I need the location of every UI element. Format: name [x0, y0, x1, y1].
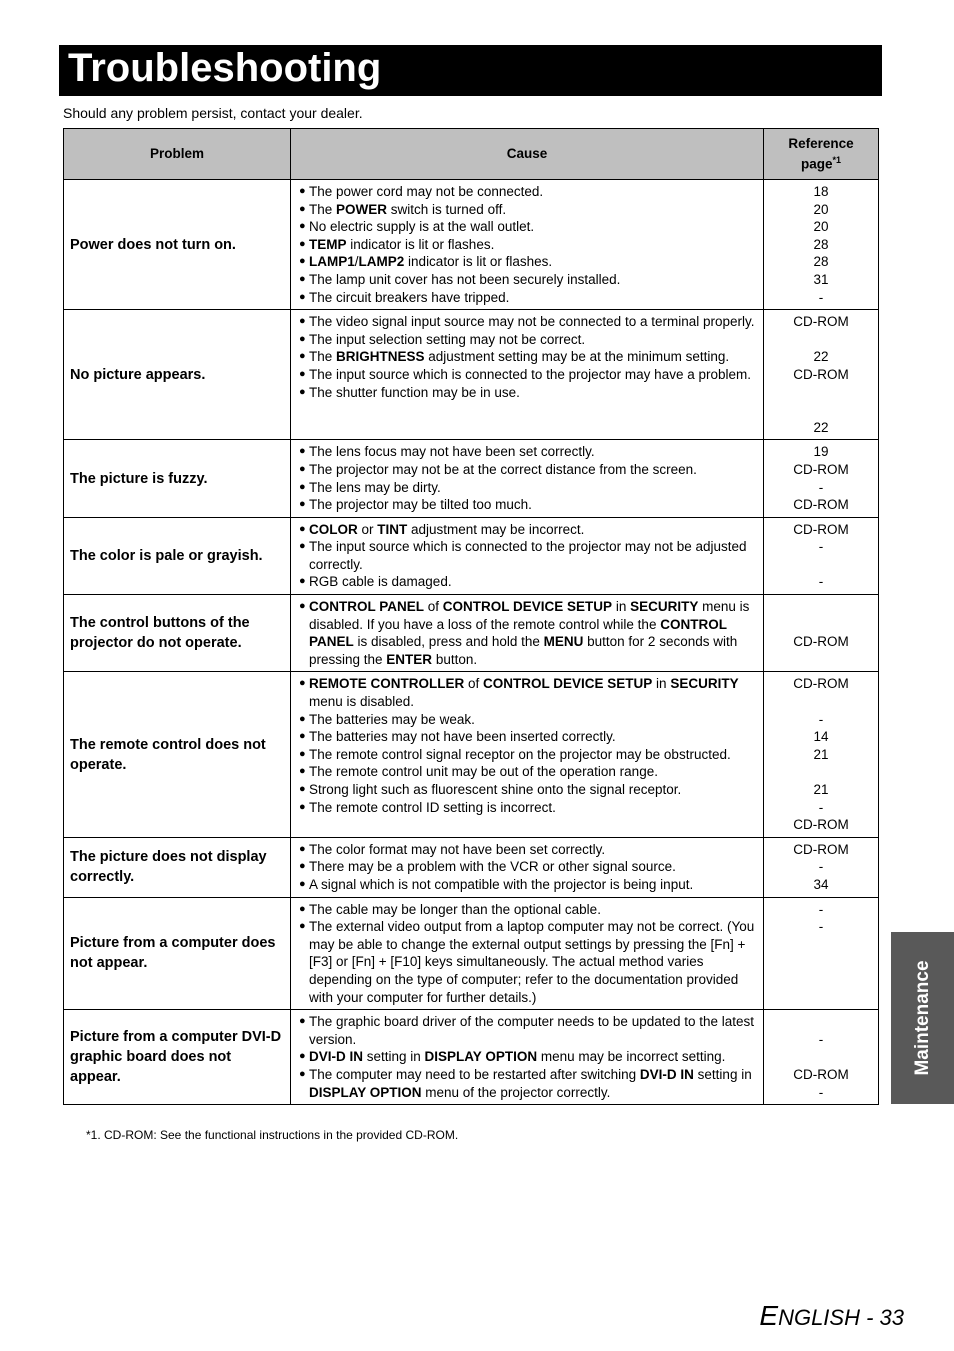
cause-text: /: [354, 254, 359, 270]
reference-page: 22: [813, 349, 829, 365]
cause-text: The: [309, 201, 337, 217]
bullet-icon: ●: [299, 255, 306, 268]
cause-text: adjustment setting may be at the minimum setting.: [424, 349, 730, 365]
reference-cell: [764, 897, 879, 1010]
problem-cell: Picture from a computer DVI-D graphic board does not appear.: [64, 1010, 291, 1105]
reference-page: 28: [813, 254, 829, 270]
reference-page: CD-ROM: [793, 521, 849, 537]
cause-text: setting in: [693, 1066, 752, 1082]
page-title: Troubleshooting: [68, 46, 382, 90]
reference-page: 34: [813, 876, 829, 892]
cause-item: [299, 313, 759, 331]
cause-text: Strong light such as fluorescent shine onto the signal receptor.: [309, 782, 682, 797]
bullet-icon: ●: [299, 367, 306, 380]
bullet-icon: ●: [299, 462, 306, 475]
cause-item: [299, 728, 759, 746]
reference-page: -: [818, 574, 824, 590]
reference-page: [766, 693, 876, 711]
cause-keyword: CONTROL DEVICE SETUP: [483, 676, 653, 692]
cause-item: [299, 799, 759, 817]
reference-page: [766, 1048, 876, 1066]
reference-page: -: [818, 289, 824, 305]
problem-cell: Power does not turn on.: [64, 180, 291, 310]
cause-keyword: DVI-D IN: [639, 1066, 694, 1082]
cause-text: The projector may not be at the correct distance from the screen.: [309, 461, 697, 477]
cause-cell: [291, 672, 764, 837]
cause-cell: [291, 897, 764, 1010]
cause-text: The lens focus may not have been set correctly.: [309, 444, 595, 460]
reference-page: CD-ROM: [793, 497, 849, 513]
cause-keyword: DISPLAY OPTION: [309, 1084, 422, 1100]
reference-page: -: [818, 539, 824, 555]
cause-text: The external video output from a laptop computer may not be correct. (You may be able to change the external output settings by pressing the [Fn] + [F3] or [Fn] + [F10] keys simultaneously. The actual method varies depending on the type of computer; refer to the documentation provided with your computer for further details.): [309, 919, 755, 1005]
problem-cell: The remote control does not operate.: [64, 672, 291, 837]
bullet-icon: ●: [299, 575, 306, 588]
cause-keyword: SECURITY: [630, 599, 699, 615]
cause-item: [299, 384, 759, 402]
cause-keyword: CONTROL PANEL: [309, 599, 425, 615]
footnote: *1. CD-ROM: See the functional instructions in the provided CD-ROM.: [86, 1128, 459, 1142]
cause-cell: [291, 440, 764, 517]
cause-text: The input source which is connected to the projector may not be adjusted correctly.: [309, 539, 747, 572]
cause-item: [299, 763, 759, 781]
cause-cell: [291, 310, 764, 440]
reference-page: 28: [813, 236, 829, 252]
cause-text: switch is turned off.: [387, 201, 507, 217]
cause-text: The computer may need to be restarted after switching: [309, 1066, 640, 1082]
cause-item: [299, 598, 759, 668]
cause-item: [299, 918, 759, 1006]
problem-cell: Picture from a computer does not appear.: [64, 897, 291, 1010]
bullet-icon: ●: [299, 747, 306, 760]
table-row: [64, 517, 879, 594]
reference-page: [766, 331, 876, 349]
bullet-icon: ●: [299, 712, 306, 725]
cause-text: adjustment may be incorrect.: [407, 521, 585, 537]
page-number-initial: E: [759, 1300, 779, 1331]
cause-text: The color format may not have been set correctly.: [309, 841, 606, 857]
reference-page: 18: [813, 184, 829, 199]
bullet-icon: ●: [299, 332, 306, 345]
cause-text: The: [309, 349, 337, 365]
table-header-row: [64, 129, 879, 180]
reference-page: CD-ROM: [793, 841, 849, 857]
reference-cell: [764, 672, 879, 837]
cause-keyword: TINT: [377, 521, 408, 537]
reference-page: -: [818, 711, 824, 727]
bullet-icon: ●: [299, 220, 306, 233]
reference-page: [766, 616, 876, 634]
reference-page: 14: [813, 729, 829, 745]
bullet-icon: ●: [299, 842, 306, 855]
cause-text: button for 2 seconds with pressing the: [309, 634, 738, 667]
table-row: [64, 310, 879, 440]
table-row: [64, 595, 879, 672]
reference-page: 21: [813, 746, 829, 762]
reference-page: [766, 1013, 876, 1031]
bullet-icon: ●: [299, 1067, 306, 1080]
cause-text: indicator is lit or flashes.: [404, 254, 553, 270]
bullet-icon: ●: [299, 315, 306, 328]
cause-text: menu is disabled. If you have a loss of the remote control while the: [309, 599, 750, 632]
cause-text: The power cord may not be connected.: [309, 184, 544, 199]
cause-text: or: [357, 521, 378, 537]
cause-item: [299, 1066, 759, 1101]
cause-item: [299, 573, 759, 591]
reference-cell: [764, 837, 879, 897]
bullet-icon: ●: [299, 237, 306, 250]
cause-text: A signal which is not compatible with the projector is being input.: [309, 876, 694, 892]
cause-text: The shutter function may be in use.: [309, 384, 520, 400]
reference-page: 22: [813, 419, 829, 435]
cause-text: setting in: [363, 1049, 425, 1065]
cause-text: The video signal input source may not be connected to a terminal properly.: [309, 314, 755, 330]
cause-item: [299, 461, 759, 479]
cause-text: of: [424, 599, 443, 615]
cause-text: The remote control signal receptor on the projector may be obstructed.: [309, 746, 731, 762]
table-row: [64, 672, 879, 837]
cause-keyword: MENU: [543, 634, 584, 650]
cause-item: [299, 858, 759, 876]
reference-page: -: [818, 859, 824, 875]
cause-keyword: LAMP1: [309, 254, 355, 270]
cause-item: [299, 711, 759, 729]
cause-text: The remote control ID setting is incorrect.: [309, 799, 556, 815]
cause-keyword: SECURITY: [670, 676, 739, 692]
header-problem: Problem: [64, 129, 291, 180]
cause-item: [299, 538, 759, 573]
cause-keyword: DVI-D IN: [309, 1049, 363, 1065]
cause-text: button.: [432, 651, 478, 667]
cause-item: [299, 479, 759, 497]
bullet-icon: ●: [299, 290, 306, 303]
cause-text: is disabled, press and hold the: [353, 634, 544, 650]
page-number: [759, 1300, 904, 1332]
cause-text: The lens may be dirty.: [309, 479, 441, 495]
cause-item: [299, 675, 759, 710]
header-reference: [764, 129, 879, 180]
bullet-icon: ●: [299, 350, 306, 363]
reference-page: -: [818, 1084, 824, 1100]
cause-cell: [291, 180, 764, 310]
cause-item: [299, 331, 759, 349]
cause-keyword: COLOR: [309, 521, 358, 537]
bullet-icon: ●: [299, 540, 306, 553]
reference-page: CD-ROM: [793, 817, 849, 833]
bullet-icon: ●: [299, 902, 306, 915]
cause-item: [299, 496, 759, 514]
bullet-icon: ●: [299, 920, 306, 933]
bullet-icon: ●: [299, 1050, 306, 1063]
reference-page: 21: [813, 782, 829, 797]
bullet-icon: ●: [299, 860, 306, 873]
reference-page: [766, 556, 876, 574]
table-row: [64, 180, 879, 310]
reference-page: -: [818, 1031, 824, 1047]
problem-cell: No picture appears.: [64, 310, 291, 440]
cause-text: The graphic board driver of the computer needs to be updated to the latest version.: [309, 1014, 755, 1047]
cause-item: [299, 289, 759, 307]
cause-keyword: TEMP: [309, 236, 347, 252]
cause-keyword: CONTROL PANEL: [309, 616, 727, 650]
reference-page: -: [818, 479, 824, 495]
reference-page: -: [818, 901, 824, 917]
reference-cell: [764, 595, 879, 672]
reference-page: 19: [813, 444, 829, 460]
bullet-icon: ●: [299, 783, 306, 795]
section-tab: [891, 932, 954, 1104]
cause-item: [299, 253, 759, 271]
cause-item: [299, 218, 759, 236]
problem-cell: The picture does not display correctly.: [64, 837, 291, 897]
cause-text: The projector may be tilted too much.: [309, 497, 532, 513]
cause-text: menu may be incorrect setting.: [537, 1049, 726, 1065]
bullet-icon: ●: [299, 385, 306, 398]
cause-keyword: DISPLAY OPTION: [424, 1049, 538, 1065]
cause-text: The circuit breakers have tripped.: [309, 289, 510, 305]
cause-item: [299, 1048, 759, 1066]
table-row: [64, 837, 879, 897]
cause-item: [299, 1013, 759, 1048]
reference-page: [766, 763, 876, 781]
problem-cell: The control buttons of the projector do not operate.: [64, 595, 291, 672]
problem-cell: The picture is fuzzy.: [64, 440, 291, 517]
cause-text: The batteries may not have been inserted correctly.: [309, 729, 616, 745]
cause-text: in: [652, 676, 671, 692]
cause-text: The remote control unit may be out of the operation range.: [309, 764, 658, 780]
section-tab-label: Maintenance: [911, 960, 933, 1076]
cause-text: There may be a problem with the VCR or other signal source.: [309, 859, 676, 875]
cause-text: menu is disabled.: [309, 694, 415, 710]
cause-item: [299, 366, 759, 384]
bullet-icon: ●: [299, 480, 306, 493]
table-row: [64, 1010, 879, 1105]
intro-text: Should any problem persist, contact your dealer.: [63, 105, 363, 121]
reference-cell: [764, 517, 879, 594]
reference-page: [766, 384, 876, 402]
reference-page: -: [818, 919, 824, 935]
cause-text: of: [464, 676, 484, 692]
cause-text: The lamp unit cover has not been securely installed.: [309, 271, 621, 287]
reference-page: 20: [813, 219, 829, 235]
bullet-icon: ●: [299, 800, 306, 813]
cause-text: in: [612, 599, 631, 615]
reference-page: CD-ROM: [793, 314, 849, 330]
cause-item: [299, 746, 759, 764]
reference-page: 20: [813, 201, 829, 217]
reference-cell: [764, 1010, 879, 1105]
table-row: [64, 897, 879, 1010]
bullet-icon: ●: [299, 498, 306, 511]
bullet-icon: ●: [299, 730, 306, 743]
cause-item: [299, 271, 759, 289]
cause-item: [299, 443, 759, 461]
cause-item: [299, 876, 759, 894]
cause-text: RGB cable is damaged.: [309, 574, 452, 590]
header-reference-label: Reference page: [788, 135, 854, 172]
bullet-icon: ●: [299, 272, 306, 285]
reference-page: -: [818, 799, 824, 815]
bullet-icon: ●: [299, 185, 306, 197]
table-row: [64, 440, 879, 517]
title-bar: [59, 45, 882, 96]
reference-page: CD-ROM: [793, 461, 849, 477]
cause-text: No electric supply is at the wall outlet.: [309, 219, 535, 235]
cause-cell: [291, 837, 764, 897]
header-reference-note: *1: [832, 155, 842, 166]
reference-cell: [764, 440, 879, 517]
cause-keyword: CONTROL DEVICE SETUP: [442, 599, 613, 615]
bullet-icon: ●: [299, 522, 306, 535]
cause-text: The batteries may be weak.: [309, 711, 475, 727]
cause-item: [299, 236, 759, 254]
cause-text: The input source which is connected to the projector may have a problem.: [309, 366, 751, 382]
cause-text: indicator is lit or flashes.: [346, 236, 495, 252]
cause-keyword: REMOTE CONTROLLER: [309, 676, 465, 692]
header-cause: Cause: [291, 129, 764, 180]
bullet-icon: ●: [299, 677, 306, 690]
cause-text: The cable may be longer than the optional cable.: [309, 901, 601, 917]
cause-keyword: BRIGHTNESS: [336, 349, 425, 365]
reference-page: CD-ROM: [793, 676, 849, 692]
page-number-rest: NGLISH - 33: [778, 1305, 904, 1330]
cause-cell: [291, 1010, 764, 1105]
reference-page: [766, 598, 876, 616]
cause-item: [299, 183, 759, 201]
bullet-icon: ●: [299, 765, 306, 778]
bullet-icon: ●: [299, 877, 306, 890]
reference-page: [766, 401, 876, 419]
bullet-icon: ●: [299, 600, 306, 613]
reference-page: CD-ROM: [793, 634, 849, 650]
reference-page: CD-ROM: [793, 366, 849, 382]
cause-keyword: LAMP2: [358, 254, 405, 270]
troubleshooting-table: [63, 128, 879, 1105]
cause-keyword: ENTER: [386, 651, 433, 667]
cause-item: [299, 841, 759, 859]
cause-cell: [291, 595, 764, 672]
bullet-icon: ●: [299, 445, 306, 458]
cause-item: [299, 521, 759, 539]
cause-item: [299, 201, 759, 219]
reference-cell: [764, 310, 879, 440]
cause-cell: [291, 517, 764, 594]
reference-page: CD-ROM: [793, 1066, 849, 1082]
cause-text: menu of the projector correctly.: [421, 1084, 611, 1100]
problem-cell: The color is pale or grayish.: [64, 517, 291, 594]
bullet-icon: ●: [299, 1015, 306, 1028]
cause-item: [299, 348, 759, 366]
bullet-icon: ●: [299, 202, 306, 215]
reference-cell: [764, 180, 879, 310]
cause-item: [299, 901, 759, 919]
reference-page: 31: [813, 271, 829, 287]
cause-text: The input selection setting may not be correct.: [309, 331, 586, 347]
cause-keyword: POWER: [336, 201, 388, 217]
cause-item: [299, 781, 759, 799]
